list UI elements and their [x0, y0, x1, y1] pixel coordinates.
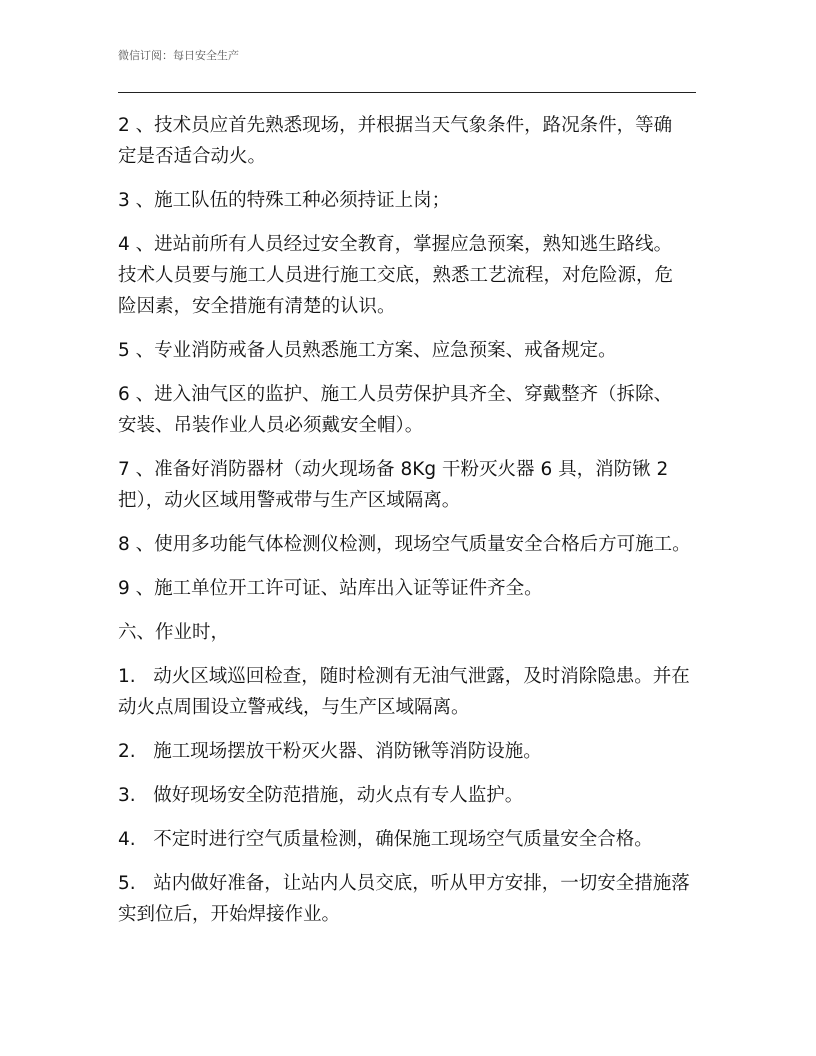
- paragraph-line: 6 、进入油气区的监护、施工人员劳保护具齐全、穿戴整齐（拆除、: [118, 384, 673, 405]
- paragraph-line: 险因素，安全措施有清楚的认识。: [118, 296, 396, 317]
- paragraph-line: 3 、施工队伍的特殊工种必须持证上岗；: [118, 190, 451, 211]
- paragraph-line: 实到位后，开始焊接作业。: [118, 904, 341, 925]
- paragraph: [118, 868, 718, 930]
- document-body: [118, 110, 718, 943]
- paragraph-line: 3. 做好现场安全防范措施，动火点有专人监护。: [118, 785, 524, 806]
- paragraph: [118, 185, 718, 216]
- paragraph-line: 安装、吊装作业人员必须戴安全帽）。: [118, 415, 424, 436]
- paragraph-line: 技术人员要与施工人员进行施工交底，熟悉工艺流程，对危险源，危: [118, 265, 674, 286]
- paragraph-line: 5. 站内做好准备，让站内人员交底，听从甲方安排，一切安全措施落: [118, 873, 690, 894]
- paragraph: [118, 454, 718, 516]
- paragraph: [118, 229, 718, 322]
- paragraph: [118, 110, 718, 172]
- paragraph: [118, 661, 718, 723]
- paragraph-line: 1. 动火区域巡回检查，随时检测有无油气泄露，及时消除隐患。并在: [118, 666, 690, 687]
- paragraph-line: 7 、准备好消防器材（动火现场备 8Kg 干粉灭火器 6 具，消防锹 2: [118, 459, 669, 480]
- paragraph-line: 定是否适合动火。: [118, 146, 267, 167]
- paragraph: [118, 780, 718, 811]
- paragraph: [118, 379, 718, 441]
- paragraph: [118, 736, 718, 767]
- paragraph: [118, 529, 718, 560]
- paragraph-line: 8 、使用多功能气体检测仪检测，现场空气质量安全合格后方可施工。: [118, 534, 691, 555]
- paragraph-line: 2 、技术员应首先熟悉现场，并根据当天气象条件，路况条件，等确: [118, 115, 673, 136]
- page-header: 微信订阅：每日安全生产: [118, 49, 239, 62]
- paragraph-line: 4 、进站前所有人员经过安全教育，掌握应急预案，熟知逃生路线。: [118, 234, 673, 255]
- paragraph-line: 4. 不定时进行空气质量检测，确保施工现场空气质量安全合格。: [118, 829, 653, 850]
- paragraph-line: 9 、施工单位开工许可证、站库出入证等证件齐全。: [118, 578, 543, 599]
- paragraph-line: 六、作业时，: [118, 622, 230, 643]
- paragraph: [118, 573, 718, 604]
- paragraph: [118, 824, 718, 855]
- paragraph: [118, 617, 718, 648]
- paragraph: [118, 335, 718, 366]
- paragraph-line: 2. 施工现场摆放干粉灭火器、消防锹等消防设施。: [118, 741, 542, 762]
- paragraph-line: 5 、专业消防戒备人员熟悉施工方案、应急预案、戒备规定。: [118, 340, 617, 361]
- paragraph-line: 把），动火区域用警戒带与生产区域隔离。: [118, 490, 461, 511]
- paragraph-line: 动火点周围设立警戒线，与生产区域隔离。: [118, 697, 470, 718]
- header-divider: [118, 92, 696, 93]
